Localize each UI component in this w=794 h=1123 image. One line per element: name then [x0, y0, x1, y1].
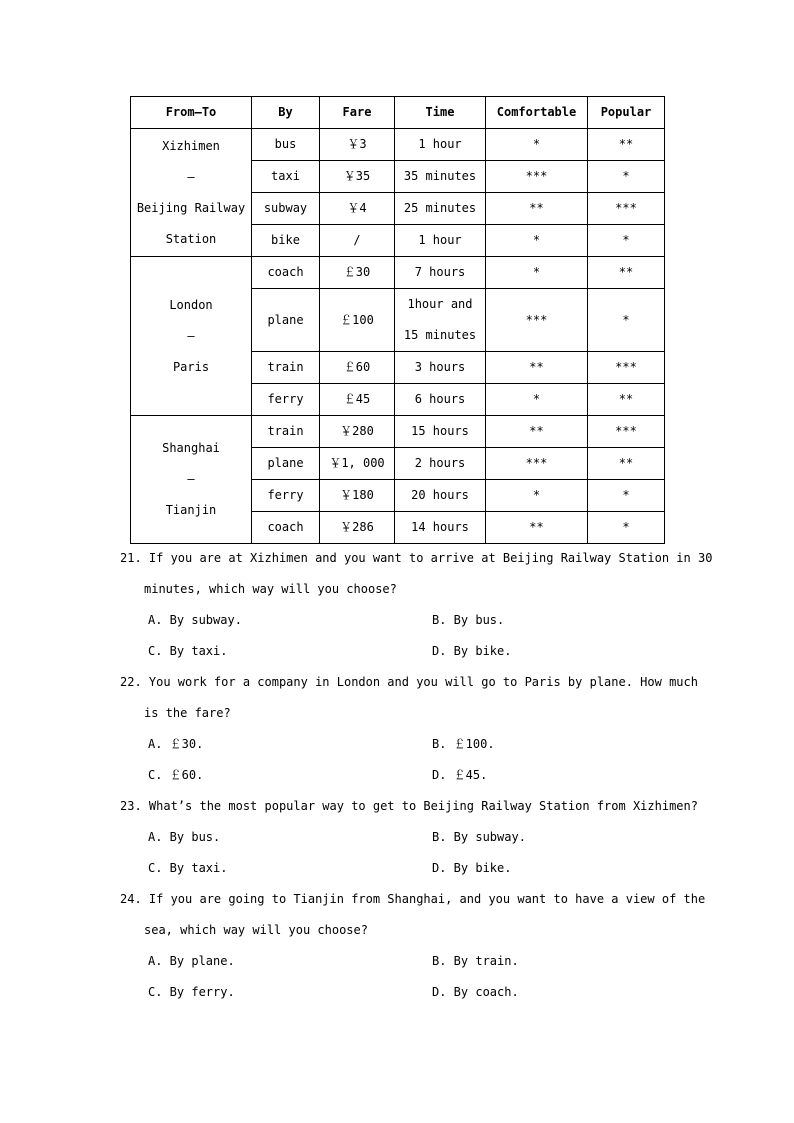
cell-fare: ￥280 [320, 416, 395, 448]
cell-time: 25 minutes [395, 193, 486, 225]
cell-by: taxi [252, 161, 320, 193]
cell-popular: *** [588, 416, 665, 448]
option-row [120, 822, 680, 853]
cell-time: 1 hour [395, 129, 486, 161]
option-c[interactable]: C. ￡60. [148, 768, 204, 782]
cell-time-line: 1hour and [407, 297, 473, 311]
option-row [120, 946, 680, 977]
question-23 [120, 791, 698, 884]
option-d[interactable]: D. By bike. [432, 861, 512, 875]
route-line: Tianjin [165, 503, 217, 517]
cell-fare: ￡45 [320, 384, 395, 416]
transport-table [130, 96, 665, 544]
cell-fare: ￡60 [320, 352, 395, 384]
cell-time-line: 15 minutes [403, 328, 477, 342]
route-cell [131, 257, 252, 416]
cell-fare: / [320, 225, 395, 257]
option-a[interactable]: A. By plane. [148, 954, 235, 968]
table-row [131, 129, 665, 161]
route-line: Paris [172, 359, 210, 374]
route-line: — [187, 169, 195, 184]
option-row [120, 853, 680, 884]
question-24 [120, 884, 706, 1008]
cell-comfortable: * [486, 225, 588, 257]
route-cell [131, 129, 252, 257]
route-line: London [169, 297, 213, 312]
option-row [120, 605, 680, 636]
cell-comfortable: *** [486, 448, 588, 480]
cell-fare: ￥286 [320, 512, 395, 544]
option-row [120, 729, 680, 760]
cell-time: 7 hours [395, 257, 486, 289]
option-d[interactable]: D. ￡45. [432, 768, 488, 782]
cell-comfortable: *** [486, 289, 588, 352]
cell-popular: *** [588, 193, 665, 225]
cell-comfortable: ** [486, 193, 588, 225]
cell-by: train [252, 416, 320, 448]
question-22 [120, 667, 698, 791]
option-row [120, 977, 680, 1008]
question-text: 24. If you are going to Tianjin from Shanghai, and you want to have a view of the [120, 892, 706, 906]
route-line: Shanghai [162, 441, 220, 455]
header-from-to: From—To [131, 97, 252, 129]
question-text: 23. What’s the most popular way to get to Beijing Railway Station from Xizhimen? [120, 799, 698, 813]
cell-fare: ￥1, 000 [320, 448, 395, 480]
cell-popular: * [588, 161, 665, 193]
cell-time: 35 minutes [395, 161, 486, 193]
cell-by: ferry [252, 480, 320, 512]
cell-popular: ** [588, 257, 665, 289]
cell-time: 20 hours [395, 480, 486, 512]
cell-comfortable: *** [486, 161, 588, 193]
cell-time: 6 hours [395, 384, 486, 416]
cell-by: plane [252, 448, 320, 480]
cell-fare: ￡30 [320, 257, 395, 289]
cell-by: coach [252, 257, 320, 289]
header-by: By [252, 97, 320, 129]
cell-popular: * [588, 225, 665, 257]
question-text: 21. If you are at Xizhimen and you want to arrive at Beijing Railway Station in 30 [120, 551, 713, 565]
cell-popular: * [588, 289, 665, 352]
cell-popular: ** [588, 384, 665, 416]
question-text: is the fare? [144, 706, 231, 720]
cell-by: coach [252, 512, 320, 544]
cell-popular: * [588, 480, 665, 512]
cell-comfortable: ** [486, 512, 588, 544]
cell-time: 15 hours [395, 416, 486, 448]
cell-time [395, 289, 486, 352]
cell-popular: *** [588, 352, 665, 384]
question-list [120, 543, 713, 1008]
route-line: Beijing Railway [136, 200, 246, 215]
cell-popular: ** [588, 448, 665, 480]
option-row [120, 760, 680, 791]
table-header-row [131, 97, 665, 129]
cell-fare: ￥180 [320, 480, 395, 512]
cell-time: 2 hours [395, 448, 486, 480]
option-a[interactable]: A. ￡30. [148, 737, 204, 751]
cell-by: ferry [252, 384, 320, 416]
cell-fare: ￥35 [320, 161, 395, 193]
cell-by: subway [252, 193, 320, 225]
option-c[interactable]: C. By taxi. [148, 644, 228, 658]
cell-by: plane [252, 289, 320, 352]
option-a[interactable]: A. By bus. [148, 830, 221, 844]
route-line: — [187, 328, 195, 343]
cell-time: 14 hours [395, 512, 486, 544]
question-text: sea, which way will you choose? [144, 923, 368, 937]
option-row [120, 636, 680, 667]
cell-time: 3 hours [395, 352, 486, 384]
cell-fare: ￡100 [320, 289, 395, 352]
option-b[interactable]: B. By bus. [432, 613, 505, 627]
route-cell [131, 416, 252, 544]
question-21 [120, 543, 713, 667]
question-text: 22. You work for a company in London and you will go to Paris by plane. How much [120, 675, 698, 689]
header-popular: Popular [588, 97, 665, 129]
route-line: Xizhimen [162, 138, 220, 153]
header-fare: Fare [320, 97, 395, 129]
cell-comfortable: * [486, 480, 588, 512]
question-text: minutes, which way will you choose? [144, 582, 397, 596]
cell-fare: ￥3 [320, 129, 395, 161]
cell-comfortable: * [486, 129, 588, 161]
header-comfortable: Comfortable [486, 97, 588, 129]
table-row [131, 257, 665, 289]
cell-by: bus [252, 129, 320, 161]
option-d[interactable]: D. By coach. [432, 985, 519, 999]
header-time: Time [395, 97, 486, 129]
route-line: — [187, 472, 195, 486]
cell-popular: ** [588, 129, 665, 161]
option-c[interactable]: C. By ferry. [148, 985, 235, 999]
cell-comfortable: * [486, 257, 588, 289]
table-row [131, 416, 665, 448]
option-b[interactable]: B. By subway. [432, 830, 526, 844]
route-line: Station [165, 231, 217, 246]
option-d[interactable]: D. By bike. [432, 644, 512, 658]
cell-comfortable: ** [486, 352, 588, 384]
option-b[interactable]: B. By train. [432, 954, 519, 968]
cell-comfortable: * [486, 384, 588, 416]
cell-time: 1 hour [395, 225, 486, 257]
cell-fare: ￥4 [320, 193, 395, 225]
option-c[interactable]: C. By taxi. [148, 861, 228, 875]
option-a[interactable]: A. By subway. [148, 613, 242, 627]
cell-by: train [252, 352, 320, 384]
cell-popular: * [588, 512, 665, 544]
cell-by: bike [252, 225, 320, 257]
cell-comfortable: ** [486, 416, 588, 448]
option-b[interactable]: B. ￡100. [432, 737, 495, 751]
